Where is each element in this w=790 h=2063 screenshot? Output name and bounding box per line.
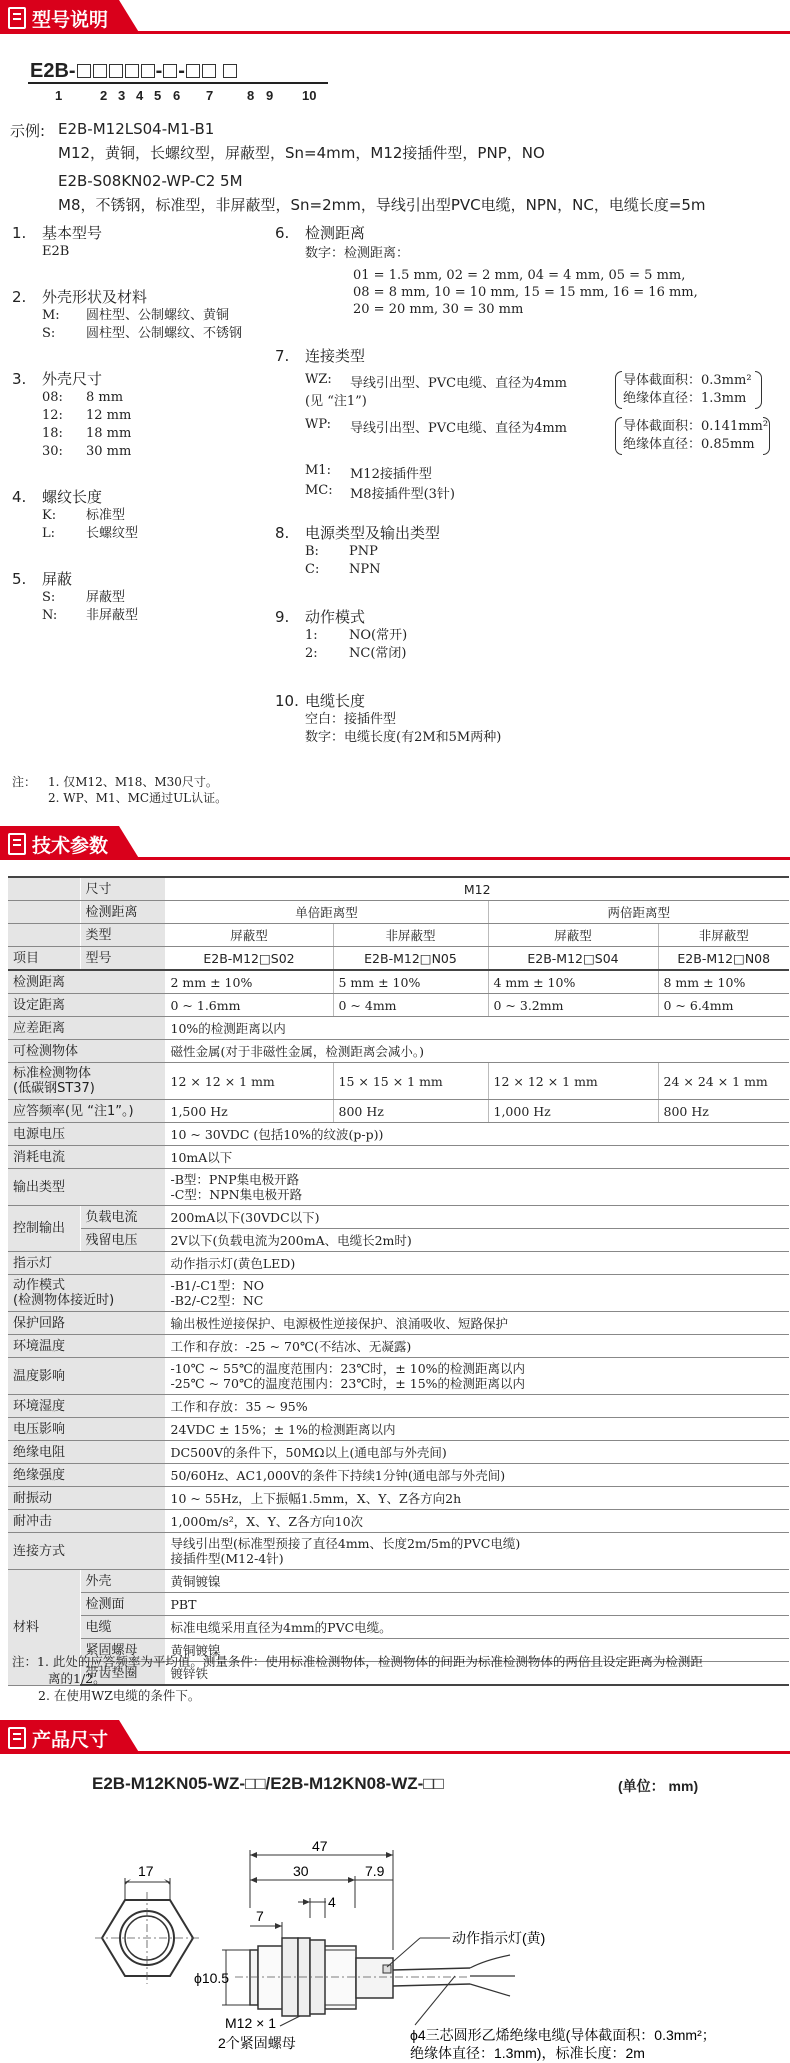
item-value: 12 mm bbox=[86, 408, 132, 423]
item-connection-type: 7. 连接类型 WZ: 导线引出型、PVC电缆、直径为4mm (见 “注1”) 导体截面积：0.3mm² 绝缘体直径：1.3mm WP: 导线引出型、PVC电缆、直径为4mm 导体截面积：0.141mm² 绝缘体直径：0.85mm M1: M12接插件型 MC: M8接插件型(3针) bbox=[275, 347, 769, 502]
item-key: 18: bbox=[42, 426, 63, 441]
model-code: E2B- - - bbox=[30, 60, 238, 83]
nut-label: 2个紧固螺母 bbox=[218, 2035, 296, 2051]
item-number: 10. bbox=[275, 692, 299, 710]
dims-unit: (单位： mm) bbox=[618, 1778, 699, 1794]
section-title: 型号说明 bbox=[32, 9, 109, 31]
dim-7: 7 bbox=[256, 1908, 264, 1924]
document-icon bbox=[8, 1727, 26, 1749]
item-key: M: bbox=[42, 308, 60, 323]
section-header-model bbox=[0, 0, 790, 34]
code-item bbox=[275, 522, 440, 579]
code-item bbox=[275, 606, 407, 663]
model-prefix: E2B- bbox=[30, 60, 76, 82]
led-label: 动作指示灯(黄) bbox=[452, 1930, 546, 1946]
item-key: N: bbox=[42, 608, 58, 623]
spec-notes: 注：1. 此处的应答频率为平均值。测量条件：使用标准检测物体，检测物体的间距为标准检测物体的两倍且设定距离为检测距 离的1/2。 2. 在使用WZ电缆的条件下。 bbox=[12, 1654, 703, 1703]
item-number: 3. bbox=[12, 370, 27, 388]
item-title: 电源类型及输出类型 bbox=[305, 524, 441, 542]
dim-17: 17 bbox=[138, 1863, 154, 1879]
item-key: 2: bbox=[305, 646, 318, 661]
item-value: 非屏蔽型 bbox=[86, 608, 139, 623]
document-icon bbox=[8, 833, 26, 855]
item-number: 8. bbox=[275, 524, 290, 542]
item-value: 圆柱型、公制螺纹、黄铜 bbox=[86, 308, 230, 323]
document-icon bbox=[8, 7, 26, 29]
item-value: 屏蔽型 bbox=[86, 590, 126, 605]
code-item bbox=[275, 690, 501, 747]
dim-7-9: 7.9 bbox=[365, 1863, 385, 1879]
example-label: 示例: bbox=[10, 122, 46, 140]
item-value: 18 mm bbox=[86, 426, 132, 441]
item-number: 2. bbox=[12, 288, 27, 306]
section-header-dims bbox=[0, 1720, 790, 1754]
example-1-code: E2B-M12LS04-M1-B1 bbox=[58, 120, 215, 138]
spec-table: 尺寸 M12 检测距离 单倍距离型 两倍距离型 类型 屏蔽型 非屏蔽型 屏蔽型 非屏蔽型 项目 型号 E2B-M12□S02 E2B-M12□N05 E2B-M12□S04 E2B-M12□N08 检测距离 2 mm ± 10% 5 mm ± 10% 4 mm ± 10% 8 mm ± 10% 设定距离 0 ~ 1.6mm 0 ~ 4mm 0 ~ 3.2mm 0 ~ 6.4mm 应差距离 10%的检测距离以内 可检测物体 磁性金属(对于非磁性金属，检测距离会减小。) 标准检测物体 (低碳钢ST37) 12 × 12 × 1 mm 15 × 15 × 1 mm 12 × 12 × 1 mm 24 × 24 × 1 mm 应答频率(见 “注1”。) 1,500 Hz 800 Hz 1,000 Hz 800 Hz 电源电压 10 ~ 30VDC (包括10%的纹波(p-p)) 消耗电流 10mA以下 输出类型 -B型：PNP集电极开路 -C型：NPN集电极开路 控制输出 负载电流 200mA以下(30VDC以下) 残留电压 2V以下(负载电流为200mA、电缆长2m时) 指示灯 动作指示灯(黄色LED) 动作模式 (检测物体接近时) -B1/-C1型：NO -B2/-C2型：NC 保护回路 输出极性逆接保护、电源极性逆接保护、浪涌吸收、短路保护 环境温度 工作和存放：-25 ~ 70℃(不结冰、无凝露) 温度影响 -10℃ ~ 55℃的温度范围内：23℃时，± 10%的检测距离以内 -25℃ ~ 70℃的温度范围内：23℃时，± 15%的检测距离以内 环境湿度 工作和存放：35 ~ 95% 电压影响 24VDC ± 15%；± 1%的检测距离以内 绝缘电阻 DC500V的条件下，50MΩ以上(通电部与外壳间) 绝缘强度 50/60Hz、AC1,000V的条件下持续1分钟(通电部与外壳间) 耐振动 10 ~ 55Hz，上下振幅1.5mm，X、Y、Z各方向2h 耐冲击 1,000m/s²，X、Y、Z各方向10次 连接方式 导线引出型(标准型预接了直径4mm、长度2m/5m的PVC电缆) 接插件型(M12-4针) 材料 外壳 黄铜镀镍 检测面 PBT 电缆 标准电缆采用直径为4mm的PVC电缆。 紧固螺母 黄铜镀镍 带齿垫圈 镀锌铁 bbox=[8, 876, 789, 1686]
code-item bbox=[12, 222, 102, 261]
item-number: 4. bbox=[12, 488, 27, 506]
example-2-desc: M8，不锈钢，标准型，非屏蔽型，Sn=2mm，导线引出型PVC电缆，NPN，NC，电缆长度=5m bbox=[58, 196, 706, 214]
item-key: 数字：电缆长度(有2M和5M两种) bbox=[305, 730, 502, 745]
item-key: L: bbox=[42, 526, 56, 541]
dim-dia-10-5: ϕ10.5 bbox=[194, 1970, 230, 1986]
example-1-desc: M12，黄铜，长螺纹型，屏蔽型，Sn=4mm，M12接插件型，PNP，NO bbox=[58, 144, 545, 162]
item-title: 螺纹长度 bbox=[42, 488, 103, 506]
code-item bbox=[12, 368, 131, 461]
code-item bbox=[12, 568, 138, 625]
item-value: NPN bbox=[349, 562, 381, 577]
item-key: 1: bbox=[305, 628, 318, 643]
item-value: 8 mm bbox=[86, 390, 124, 405]
item-title: 外壳尺寸 bbox=[42, 370, 103, 388]
item-title: 电缆长度 bbox=[305, 692, 366, 710]
item-number: 1. bbox=[12, 224, 27, 242]
cable-spec-line2: 绝缘体直径：1.3mm)，标准长度：2m bbox=[410, 2045, 645, 2061]
item-sensing-distance: 6. 检测距离 数字：检测距离： 01 = 1.5 mm, 02 = 2 mm, 04 = 4 mm, 05 = 5 mm, 08 = 8 mm, 10 = 10 mm, 15 = 15 mm, 16 = 16 mm, 20 = 20 mm, 30 = 30 mm bbox=[275, 224, 698, 317]
dim-47: 47 bbox=[312, 1838, 328, 1854]
section-title: 技术参数 bbox=[32, 835, 109, 857]
item-value: NO(常开) bbox=[349, 628, 408, 643]
example-2-code: E2B-S08KN02-WP-C2 5M bbox=[58, 172, 243, 190]
code-item bbox=[12, 286, 242, 343]
sensor-side-view bbox=[194, 1838, 716, 2062]
item-key: 12: bbox=[42, 408, 63, 423]
item-title: 外壳形状及材料 bbox=[42, 288, 148, 306]
item-key: E2B bbox=[42, 244, 70, 259]
item-title: 屏蔽 bbox=[42, 570, 73, 588]
item-key: C: bbox=[305, 562, 320, 577]
item-title: 动作模式 bbox=[305, 608, 366, 626]
item-value: 标准型 bbox=[86, 508, 126, 523]
item-value: PNP bbox=[349, 544, 378, 559]
dim-4: 4 bbox=[328, 1894, 336, 1910]
cable-spec-line1: ϕ4三芯圆形乙烯绝缘电缆(导体截面积：0.3mm²； bbox=[410, 2027, 716, 2043]
section-header-spec bbox=[0, 826, 790, 860]
thread-label: M12 × 1 bbox=[225, 2015, 276, 2031]
model-code-numbers: 1 2 3 4 5 6 7 8 9 10 bbox=[55, 88, 317, 103]
item-key: S: bbox=[42, 326, 56, 341]
model-notes: 注： 1. 仅M12、M18、M30尺寸。 2. WP、M1、MC通过UL认证。 bbox=[12, 775, 228, 805]
item-key: B: bbox=[305, 544, 319, 559]
item-key: K: bbox=[42, 508, 57, 523]
item-value: 长螺纹型 bbox=[86, 526, 139, 541]
item-key: 空白：接插件型 bbox=[305, 712, 397, 727]
item-value: 圆柱型、公制螺纹、不锈钢 bbox=[86, 326, 243, 341]
item-key: S: bbox=[42, 590, 56, 605]
item-value: NC(常闭) bbox=[349, 646, 407, 661]
item-value: 30 mm bbox=[86, 444, 132, 459]
item-number: 5. bbox=[12, 570, 27, 588]
code-item bbox=[12, 486, 138, 543]
item-key: 08: bbox=[42, 390, 63, 405]
dims-title: E2B-M12KN05-WZ-□□/E2B-M12KN08-WZ-□□ bbox=[92, 1774, 444, 1793]
dimension-drawing bbox=[0, 1800, 790, 2063]
nut-front-view bbox=[95, 1863, 200, 1984]
section-title: 产品尺寸 bbox=[32, 1729, 109, 1751]
item-title: 基本型号 bbox=[42, 224, 103, 242]
item-number: 9. bbox=[275, 608, 290, 626]
item-key: 30: bbox=[42, 444, 63, 459]
dim-30: 30 bbox=[293, 1863, 309, 1879]
